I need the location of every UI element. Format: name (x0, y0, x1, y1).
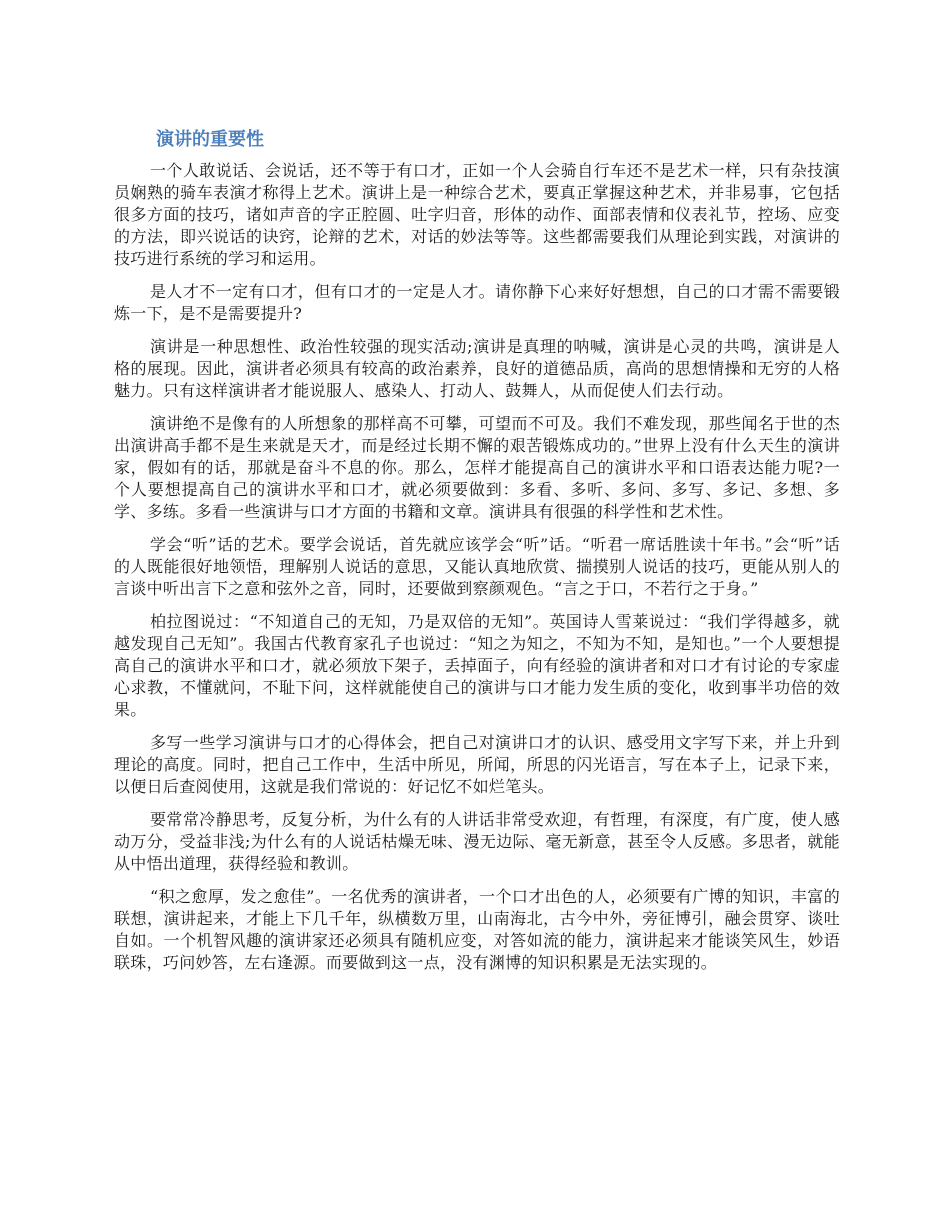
paragraph-7: 多写一些学习演讲与口才的心得体会，把自己对演讲口才的认识、感受用文字写下来，并上升到理论的高度。同时，把自己工作中，生活中所见，所闻，所思的闪光语言，写在本子上，记录下来，以便日后查阅使用，这就是我们常说的：好记忆不如烂笔头。 (114, 733, 840, 796)
paragraph-8: 要常常冷静思考，反复分析，为什么有的人讲话非常受欢迎，有哲理，有深度，有广度，使人感动万分，受益非浅;为什么有的人说话枯燥无味、漫无边际、毫无新意，甚至令人反感。多思者，就能从中悟出道理，获得经验和教训。 (114, 810, 840, 873)
paragraph-6: 柏拉图说过：“不知道自己的无知，乃是双倍的无知”。英国诗人雪莱说过：“我们学得越多，就越发现自己无知”。我国古代教育家孔子也说过：“知之为知之，不知为不知，是知也。”一个人要想提高自己的演讲水平和口才，就必须放下架子，丢掉面子，向有经验的演讲者和对口才有讨论的专家虚心求教，不懂就问，不耻下问，这样就能使自己的演讲与口才能力发生质的变化，收到事半功倍的效果。 (114, 612, 840, 719)
paragraph-3: 演讲是一种思想性、政治性较强的现实活动;演讲是真理的呐喊，演讲是心灵的共鸣，演讲是人格的展现。因此，演讲者必须具有较高的政治素养，良好的道德品质，高尚的思想情操和无穷的人格魅力。只有这样演讲者才能说服人、感染人、打动人、鼓舞人，从而促使人们去行动。 (114, 337, 840, 400)
paragraph-1: 一个人敢说话、会说话，还不等于有口才，正如一个人会骑自行车还不是艺术一样，只有杂技演员娴熟的骑车表演才称得上艺术。演讲上是一种综合艺术，要真正掌握这种艺术，并非易事，它包括很多方面的技巧，诸如声音的字正腔圆、吐字归音，形体的动作、面部表情和仪表礼节，控场、应变的方法，即兴说话的诀窍，论辩的艺术，对话的妙法等等。这些都需要我们从理论到实践，对演讲的技巧进行系统的学习和运用。 (114, 161, 840, 268)
paragraph-4: 演讲绝不是像有的人所想象的那样高不可攀，可望而不可及。我们不难发现，那些闻名于世的杰出演讲高手都不是生来就是天才，而是经过长期不懈的艰苦锻炼成功的。”世界上没有什么天生的演讲家，假如有的话，那就是奋斗不息的你。那么，怎样才能提高自己的演讲水平和口语表达能力呢?一个人要想提高自己的演讲水平和口才，就必须要做到：多看、多听、多问、多写、多记、多想、多学、多练。多看一些演讲与口才方面的书籍和文章。演讲具有很强的科学性和艺术性。 (114, 414, 840, 521)
document-page (114, 124, 840, 985)
paragraph-5: 学会“听”话的艺术。要学会说话，首先就应该学会“听”话。“听君一席话胜读十年书。”会“听”话的人既能很好地领悟，理解别人说话的意思，又能认真地欣赏、揣摸别人说话的技巧，更能从别人的言谈中听出言下之意和弦外之音，同时，还要做到察颜观色。“言之于口，不若行之于身。” (114, 535, 840, 598)
paragraph-9: “积之愈厚，发之愈佳”。一名优秀的演讲者，一个口才出色的人，必须要有广博的知识，丰富的联想，演讲起来，才能上下几千年，纵横数万里，山南海北，古今中外，旁征博引，融会贯穿、谈吐自如。一个机智风趣的演讲家还必须具有随机应变，对答如流的能力，演讲起来才能谈笑风生，妙语联珠，巧问妙答，左右逢源。而要做到这一点，没有渊博的知识积累是无法实现的。 (114, 887, 840, 972)
paragraph-2: 是人才不一定有口才，但有口才的一定是人才。请你静下心来好好想想，自己的口才需不需要锻炼一下，是不是需要提升? (114, 282, 840, 323)
document-title: 演讲的重要性 (156, 129, 264, 150)
